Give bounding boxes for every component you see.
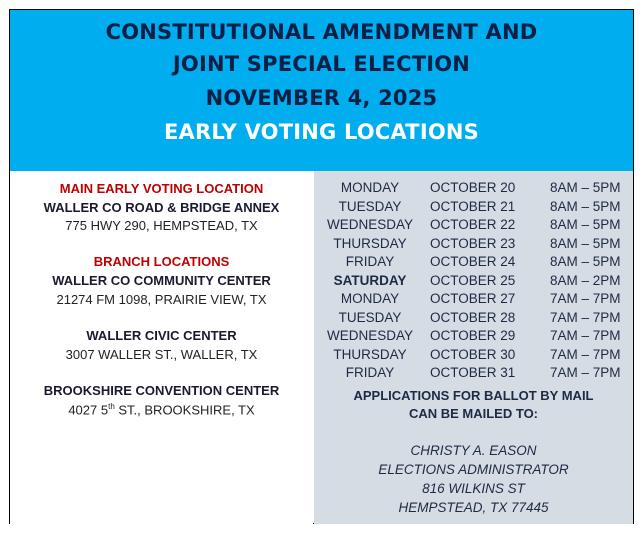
schedule-day: THURSDAY <box>333 235 407 251</box>
branch3-address-number: 4027 5 <box>68 402 109 418</box>
branch1-name: WALLER CO COMMUNITY CENTER <box>52 273 271 288</box>
branch2-name: WALLER CIVIC CENTER <box>86 328 237 343</box>
schedule-row <box>314 180 633 198</box>
schedule-day: MONDAY <box>340 180 400 195</box>
schedule-row <box>314 328 633 346</box>
schedule-date: OCTOBER 22 <box>430 217 516 232</box>
schedule-day: TUESDAY <box>338 309 402 325</box>
header-banner <box>10 10 633 171</box>
header-title-line1: CONSTITUTIONAL AMENDMENT AND <box>105 20 538 44</box>
branch3-address <box>10 402 313 417</box>
schedule-row <box>314 217 633 235</box>
schedule-hours: 8AM – 5PM <box>550 180 621 195</box>
schedule-day: THURSDAY <box>333 346 407 362</box>
schedule-hours: 7AM – 7PM <box>550 309 621 325</box>
schedule-row <box>314 310 633 328</box>
mailing-city: HEMPSTEAD, TX 77445 <box>398 500 549 515</box>
branch-locations-heading: BRANCH LOCATIONS <box>93 254 230 269</box>
schedule-day: TUESDAY <box>338 198 402 214</box>
mailing-street: 816 WILKINS ST <box>422 481 525 496</box>
schedule-date: OCTOBER 23 <box>430 235 516 251</box>
schedule-date: OCTOBER 20 <box>430 180 516 195</box>
schedule-row <box>314 236 633 254</box>
flyer-frame <box>9 9 634 524</box>
schedule-date: OCTOBER 24 <box>430 254 516 269</box>
schedule-hours: 7AM – 7PM <box>550 291 621 306</box>
schedule-date: OCTOBER 30 <box>430 346 516 362</box>
branch1-address: 21274 FM 1098, PRAIRIE VIEW, TX <box>56 292 267 307</box>
administrator-name: CHRISTY A. EASON <box>410 443 537 458</box>
branch3-address-rest: ST., BROOKSHIRE, TX <box>114 402 255 418</box>
schedule-row <box>314 347 633 365</box>
schedule-day: FRIDAY <box>345 365 395 380</box>
schedule-date: OCTOBER 31 <box>430 365 516 380</box>
schedule-day: WEDNESDAY <box>326 328 413 343</box>
schedule-hours: 8AM – 5PM <box>550 198 621 214</box>
schedule-hours: 8AM – 5PM <box>550 217 621 232</box>
schedule-row <box>314 291 633 309</box>
schedule-day: SATURDAY <box>333 272 407 288</box>
schedule-hours: 7AM – 7PM <box>550 365 621 380</box>
header-title-line2: JOINT SPECIAL ELECTION <box>172 52 471 76</box>
schedule-date: OCTOBER 25 <box>430 272 516 288</box>
branch3-address-suffix: th <box>108 402 115 411</box>
schedule-hours: 7AM – 7PM <box>550 346 621 362</box>
schedule-row <box>314 199 633 217</box>
locations-panel <box>10 171 313 524</box>
schedule-row <box>314 273 633 291</box>
schedule-hours: 8AM – 5PM <box>550 235 621 251</box>
schedule-day: MONDAY <box>340 291 400 306</box>
schedule-row <box>314 365 633 383</box>
schedule-date: OCTOBER 28 <box>430 309 516 325</box>
schedule-date: OCTOBER 21 <box>430 198 516 214</box>
branch2-address: 3007 WALLER ST., WALLER, TX <box>65 347 258 362</box>
branch3-name: BROOKSHIRE CONVENTION CENTER <box>43 383 280 398</box>
administrator-title: ELECTIONS ADMINISTRATOR <box>378 462 569 477</box>
main-location-name: WALLER CO ROAD & BRIDGE ANNEX <box>43 200 280 215</box>
mail-ballot-heading: APPLICATIONS FOR BALLOT BY MAIL <box>353 388 594 403</box>
schedule-panel <box>314 171 633 524</box>
header-subtitle: EARLY VOTING LOCATIONS <box>163 120 479 144</box>
mail-ballot-subheading: CAN BE MAILED TO: <box>408 406 539 421</box>
schedule-hours: 7AM – 7PM <box>550 328 621 343</box>
schedule-hours: 8AM – 2PM <box>550 272 621 288</box>
schedule-row <box>314 254 633 272</box>
main-location-heading: MAIN EARLY VOTING LOCATION <box>59 181 264 196</box>
header-election-date: NOVEMBER 4, 2025 <box>205 86 438 110</box>
schedule-day: WEDNESDAY <box>326 217 413 232</box>
schedule-day: FRIDAY <box>345 254 395 269</box>
schedule-date: OCTOBER 29 <box>430 328 516 343</box>
main-location-address: 775 HWY 290, HEMPSTEAD, TX <box>65 218 258 233</box>
schedule-hours: 8AM – 5PM <box>550 254 621 269</box>
schedule-date: OCTOBER 27 <box>430 291 516 306</box>
